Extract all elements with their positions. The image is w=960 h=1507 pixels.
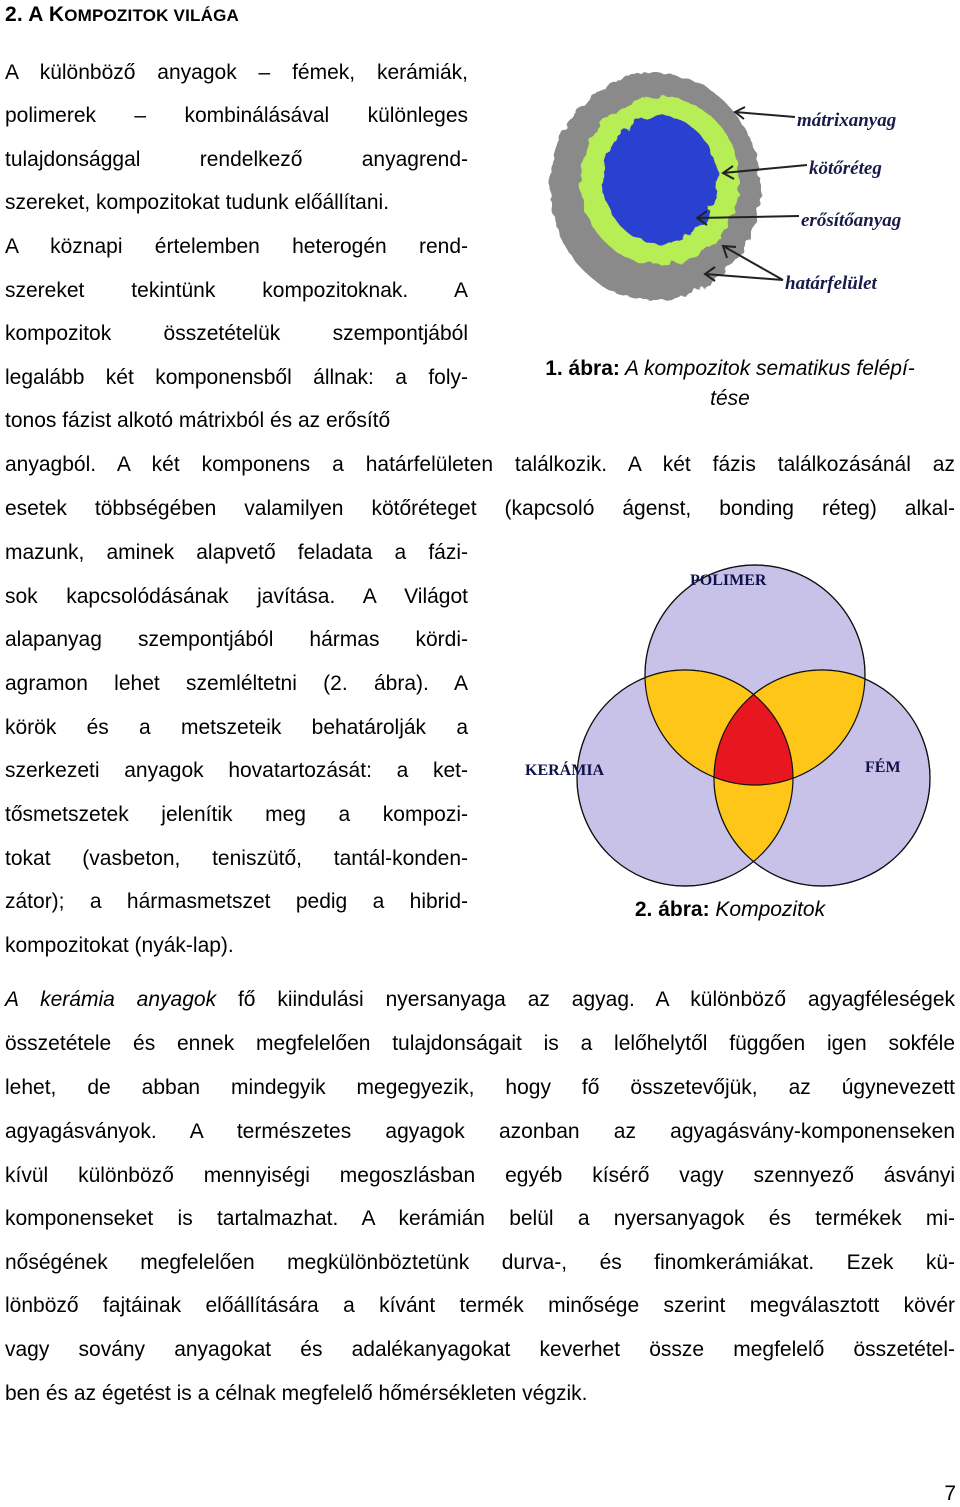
page-number: 7 bbox=[944, 1482, 956, 1505]
para2-italic-lead: A kerámia anyagok bbox=[5, 988, 217, 1011]
heading-number: 2. bbox=[5, 3, 23, 26]
para2-line: lönböző fajtáinak előállítására a kívánt termék minősége szerint megválasztott kövér bbox=[5, 1294, 955, 1317]
figure2-caption-bold: 2. ábra: bbox=[634, 898, 710, 921]
para2-line: ben és az égetést is a célnak megfelelő hőmérsékleten végzik. bbox=[5, 1382, 588, 1405]
para1-cont-line: alapanyag szempontjából hármas kördi- bbox=[5, 628, 468, 651]
para1-line: A köznapi értelemben heterogén rend- bbox=[5, 235, 468, 258]
para1-line: polimerek – kombinálásával különleges bbox=[5, 104, 468, 127]
figure1-caption bbox=[500, 354, 960, 414]
para2-line: vagy sovány anyagokat és adalékanyagokat keverhet össze megfelelő összetétel- bbox=[5, 1338, 955, 1361]
para1-cont-line: szerkezeti anyagok hovatartozását: a ket- bbox=[5, 759, 468, 782]
para1-cont-line: sok kapcsolódásának javítása. A Világot bbox=[5, 585, 468, 608]
label-matrixanyag: mátrixanyag bbox=[797, 110, 897, 131]
para1-full-line: esetek többségében valamilyen kötőréteget (kapcsoló ágenst, bonding réteg) alkal- bbox=[5, 497, 955, 520]
para2-line: komponenseket is tartalmazhat. A kerámián belül a nyersanyagok és termékek mi- bbox=[5, 1207, 955, 1230]
section-heading bbox=[5, 3, 239, 27]
para1-cont-line: kompozitokat (nyák-lap). bbox=[5, 934, 234, 957]
para1-line: A különböző anyagok – fémek, kerámiák, bbox=[5, 61, 468, 84]
para2-line: agyagásványok. A természetes agyagok azonban az agyagásvány-komponenseken bbox=[5, 1120, 955, 1143]
para1-cont-line: agramon lehet szemléltetni (2. ábra). A bbox=[5, 672, 468, 695]
para1-line: szereket tekintünk kompozitoknak. A bbox=[5, 279, 468, 302]
label-kotoreteg: kötőréteg bbox=[809, 158, 882, 179]
figure1-caption-text2: tése bbox=[710, 387, 750, 410]
para1-line: tonos fázist alkotó mátrixból és az erősítő bbox=[5, 409, 391, 432]
heading-rest: OMPOZITOK VILÁGA bbox=[64, 6, 239, 25]
figure2-venn-diagram bbox=[520, 565, 920, 885]
para2-line bbox=[5, 987, 955, 1013]
label-fem: FÉM bbox=[865, 759, 901, 776]
para1-cont-line: tokat (vasbeton, teniszütő, tantál-konden- bbox=[5, 847, 468, 870]
label-erositoanyag: erősítőanyag bbox=[801, 210, 902, 231]
para2-line: nőségének megfelelően megkülönböztetünk durva-, és finomkerámiákat. Ezek kü- bbox=[5, 1251, 955, 1274]
para1-full-line: anyagból. A két komponens a határfelületen találkozik. A két fázis találkozásánál az bbox=[5, 453, 955, 476]
figure2-caption bbox=[560, 895, 900, 925]
para2-line: kívül különböző mennyiségi megoszlásban egyéb kísérő vagy szennyező ásványi bbox=[5, 1164, 955, 1187]
figure1-composite-diagram bbox=[545, 70, 950, 340]
heading-k: K bbox=[48, 3, 65, 26]
reinforcement-core bbox=[603, 116, 717, 244]
para2-line: összetétele és ennek megfelelően tulajdonságait is a lelőhelytől függően igen sokféle bbox=[5, 1032, 955, 1055]
figure1-caption-bold: 1. ábra: bbox=[545, 357, 620, 380]
para2-line-text: fő kiindulási nyersanyaga az agyag. A különböző agyagféleségek bbox=[216, 988, 956, 1011]
label-polimer: POLIMER bbox=[690, 572, 767, 589]
figure1-caption-text: A kompozitok sematikus felépí- bbox=[619, 357, 915, 380]
label-keramia: KERÁMIA bbox=[525, 762, 605, 779]
figure2-caption-text: Kompozitok bbox=[709, 898, 826, 921]
para1-line: tulajdonsággal rendelkező anyagrend- bbox=[5, 148, 468, 171]
para1-cont-line: tősmetszetek jelenítik meg a kompozi- bbox=[5, 803, 468, 826]
para1-line: legalább két komponensből állnak: a foly- bbox=[5, 366, 468, 389]
heading-first: A bbox=[28, 3, 49, 26]
para2-line: lehet, de abban mindegyik megegyezik, hogy fő összetevőjük, az úgynevezett bbox=[5, 1076, 955, 1099]
para1-line: szereket, kompozitokat tudunk előállítani. bbox=[5, 191, 390, 214]
para1-line: kompozitok összetételük szempontjából bbox=[5, 322, 468, 345]
para1-cont-line: körök és a metszeteik behatárolják a bbox=[5, 716, 468, 739]
label-hatarfelulet: határfelület bbox=[785, 273, 877, 294]
para1-cont-line: zátor); a hármasmetszet pedig a hibrid- bbox=[5, 890, 468, 913]
para1-cont-line: mazunk, aminek alapvető feladata a fázi- bbox=[5, 541, 468, 564]
